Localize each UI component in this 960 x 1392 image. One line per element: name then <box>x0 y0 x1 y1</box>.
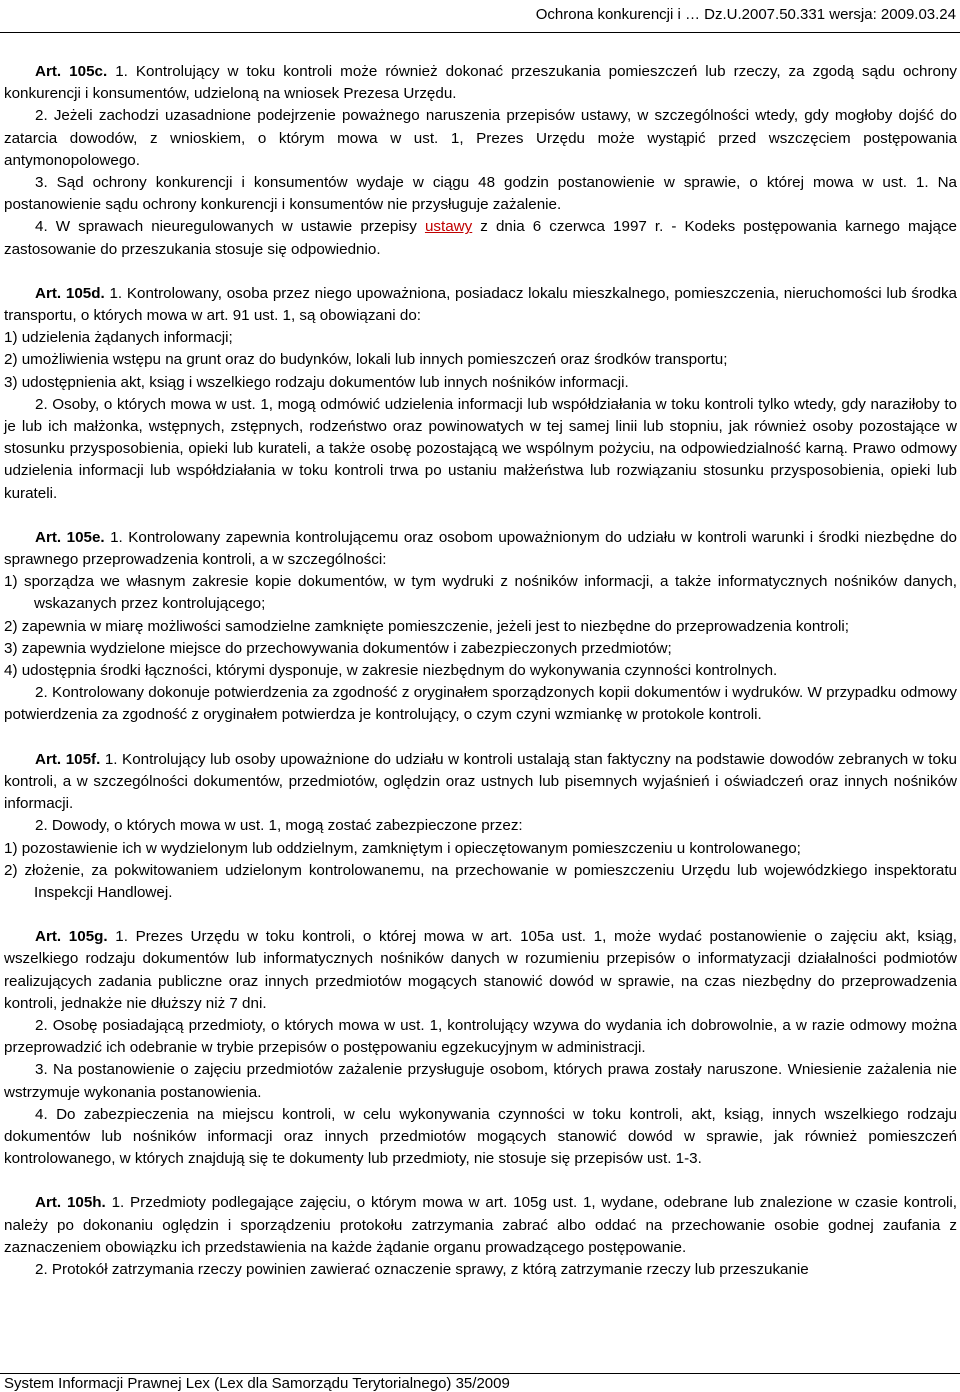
list-item: 3) zapewnia wydzielone miejsce do przechowywania dokumentów i zabezpieczonych przedmiotów; <box>4 639 672 657</box>
article-105d-para-2: 2. Osoby, o których mowa w ust. 1, mogą odmówić udzielenia informacji lub współdziałania w toku kontroli tylko wtedy, gdy naraziłoby to je lub ich małżonka, wstępnych, zstępnych, rodzeństwo oraz powinowatych w tej samej linii lub stopniu, jak również osoby pozostające w stosunku przysposobienia, opieki lub kurateli, a także osobę pozostającą we wspólnym pożyciu, na odpowiedzialność karną. Prawo odmowy udzielenia informacji lub współdziałania w toku kontroli trwa po ustaniu małżeństwa lub rozwiązaniu stosunku przysposobienia, opieki lub kurateli. <box>4 395 957 502</box>
article-105g-para-4: 4. Do zabezpieczenia na miejscu kontroli, w celu wykonywania czynności w toku kontroli, akt, ksiąg, innych wszelkiego rodzaju dokumentów lub nośników informacji oraz innych przedmiotów mogących stanowić dowód w sprawie, jak również pomieszczeń kontrolowanego, w których znajdują się te dokumenty lub przedmioty, nie stosuje się przepisów ust. 1-3. <box>4 1105 957 1168</box>
article-105f-text-1: 1. Kontrolujący lub osoby upoważnione do udziału w kontroli ustalają stan faktyczny na podstawie dowodów zebranych w toku kontroli, a w szczególności dokumentów, przedmiotów, oględzin oraz ustnych lub pisemnych wyjaśnień i oświadczeń oraz innych nośników informacji. <box>4 750 957 813</box>
article-105c-para-3: 3. Sąd ochrony konkurencji i konsumentów wydaje w ciągu 48 godzin postanowienie w sprawie, o której mowa w ust. 1. Na postanowienie sądu ochrony konkurencji i konsumentów nie przysługuje zażalenie. <box>4 174 957 214</box>
article-105h-label: Art. 105h. <box>35 1194 106 1212</box>
list-item: 4) udostępnia środki łączności, którymi dysponuje, w zakresie niezbędnym do wykonywania czynności kontrolnych. <box>4 662 778 680</box>
article-105f-para-1 <box>4 749 957 816</box>
article-105f-para-2: 2. Dowody, o których mowa w ust. 1, mogą zostać zabezpieczone przez: <box>35 817 523 835</box>
article-105g-para-2: 2. Osobę posiadającą przedmioty, o których mowa w ust. 1, kontrolujący wzywa do wydania ich dobrowolnie, a w razie odmowy można przeprowadzić ich odebranie w trybie przepisów o postępowaniu egzekucyjnym w administracji. <box>4 1016 957 1057</box>
article-105d-para-1 <box>4 283 957 327</box>
article-105e-label: Art. 105e. <box>35 528 105 546</box>
article-105d <box>4 283 957 505</box>
article-105h-para-1 <box>4 1192 957 1259</box>
list-item: 1) udzielenia żądanych informacji; <box>4 329 233 347</box>
article-105d-text-1: 1. Kontrolowany, osoba przez niego upoważniona, posiadacz lokalu mieszkalnego, pomieszczenia, nieruchomości lub środka transportu, o których mowa w art. 91 ust. 1, są obowiązani do: <box>4 284 957 325</box>
article-105h <box>4 1192 957 1281</box>
article-105g <box>4 926 957 1170</box>
list-item: 3) udostępnienia akt, ksiąg i wszelkiego rodzaju dokumentów lub innych nośników informacji. <box>4 373 629 391</box>
article-105c-para-1 <box>4 61 957 105</box>
document-footer: System Informacji Prawnej Lex (Lex dla Samorządu Terytorialnego) 35/2009 <box>4 1375 510 1392</box>
article-105e-para-2: 2. Kontrolowany dokonuje potwierdzenia za zgodność z oryginałem sporządzonych kopii dokumentów i wydruków. W przypadku odmowy potwierdzenia za zgodność z oryginałem potwierdza je kontrolujący, o czym czyni wzmiankę w protokole kontroli. <box>4 684 957 724</box>
article-105g-para-3: 3. Na postanowienie o zajęciu przedmiotów zażalenie przysługuje osobom, których prawa zostały naruszone. Wniesienie zażalenia nie wstrzymuje wykonania postanowienia. <box>4 1061 957 1101</box>
document-body <box>4 61 957 1281</box>
document-header: Ochrona konkurencji i … Dz.U.2007.50.331 wersja: 2009.03.24 <box>535 6 956 23</box>
kpk-statute-link[interactable]: ustawy <box>424 218 473 236</box>
list-item: 2) złożenie, za pokwitowaniem udzielonym kontrolowanemu, na przechowanie w pomieszczeniu Urzędu lub wojewódzkiego inspektoratu Inspekcji Handlowej. <box>4 861 957 901</box>
article-105g-para-1 <box>4 926 957 1015</box>
article-105e <box>4 527 957 727</box>
list-item: 1) pozostawienie ich w wydzielonym lub oddzielnym, zamkniętym i opieczętowanym pomieszczeniu u kontrolowanego; <box>4 839 801 857</box>
header-divider <box>0 32 960 33</box>
list-item: 2) umożliwienia wstępu na grunt oraz do budynków, lokali lub innych pomieszczeń oraz środków transportu; <box>4 351 728 369</box>
article-105c-para-4-end: z dnia 6 czerwca 1997 r. - Kodeks postępowania karnego mające zastosowanie do przeszukania stosuje się odpowiednio. <box>4 218 957 258</box>
article-105c-para-4 <box>4 216 957 260</box>
list-item: 1) sporządza we własnym zakresie kopie dokumentów, w tym wydruki z nośników informacji, a także informatycznych nośników danych, wskazanych przez kontrolującego; <box>4 573 957 613</box>
article-105c-label: Art. 105c. <box>35 63 108 80</box>
article-105g-label: Art. 105g. <box>35 928 108 946</box>
article-105e-text-1: 1. Kontrolowany zapewnia kontrolującemu oraz osobom upoważnionym do udziału w kontroli warunki i środki niezbędne do sprawnego przeprowadzenia kontroli, a w szczególności: <box>4 528 957 569</box>
article-105c-para-4-start: 4. W sprawach nieuregulowanych w ustawie przepisy <box>35 218 425 236</box>
footer-divider <box>0 1373 960 1374</box>
article-105e-para-1 <box>4 527 957 571</box>
article-105c <box>4 61 957 261</box>
list-item: 2) zapewnia w miarę możliwości samodzielne zamknięte pomieszczenie, jeżeli jest to niezbędne do przeprowadzenia kontroli; <box>4 617 850 635</box>
article-105h-text-1: 1. Przedmioty podlegające zajęciu, o którym mowa w art. 105g ust. 1, wydane, odebrane lub znalezione w czasie kontroli, należy po dokonaniu oględzin i sporządzeniu protokołu zatrzymania zabrać albo oddać na przechowanie osobie godnej zaufania z zaznaczeniem obowiązku ich przedstawienia na każde żądanie organu prowadzącego postępowanie. <box>4 1194 957 1256</box>
article-105f <box>4 749 957 904</box>
article-105f-label: Art. 105f. <box>35 750 101 768</box>
article-105h-para-2: 2. Protokół zatrzymania rzeczy powinien zawierać oznaczenie sprawy, z którą zatrzymanie rzeczy lub przeszukanie <box>35 1260 809 1278</box>
article-105c-text-1: 1. Kontrolujący w toku kontroli może również dokonać przeszukania pomieszczeń lub rzeczy, za zgodą sądu ochrony konkurencji i konsumentów, udzieloną na wniosek Prezesa Urzędu. <box>4 63 957 103</box>
article-105g-text-1: 1. Prezes Urzędu w toku kontroli, o której mowa w art. 105a ust. 1, może wydać postanowienie o zajęciu akt, ksiąg, wszelkiego rodzaju dokumentów lub informatycznych nośników danych w rozumieniu przepisów o informatyzacji działalności podmiotów realizujących zadania publiczne oraz innych przedmiotów mogących stanowić dowód w sprawie, na czas niezbędny do przeprowadzenia kontroli, jednakże nie dłuższy niż 7 dni. <box>4 928 957 1012</box>
article-105c-para-2: 2. Jeżeli zachodzi uzasadnione podejrzenie poważnego naruszenia przepisów ustawy, w szczególności wtedy, gdy mogłoby dojść do zatarcia dowodów, z wnioskiem, o którym mowa w ust. 1, Prezes Urzędu może wystąpić przed wszczęciem postępowania antymonopolowego. <box>4 107 957 169</box>
article-105d-label: Art. 105d. <box>35 284 105 302</box>
